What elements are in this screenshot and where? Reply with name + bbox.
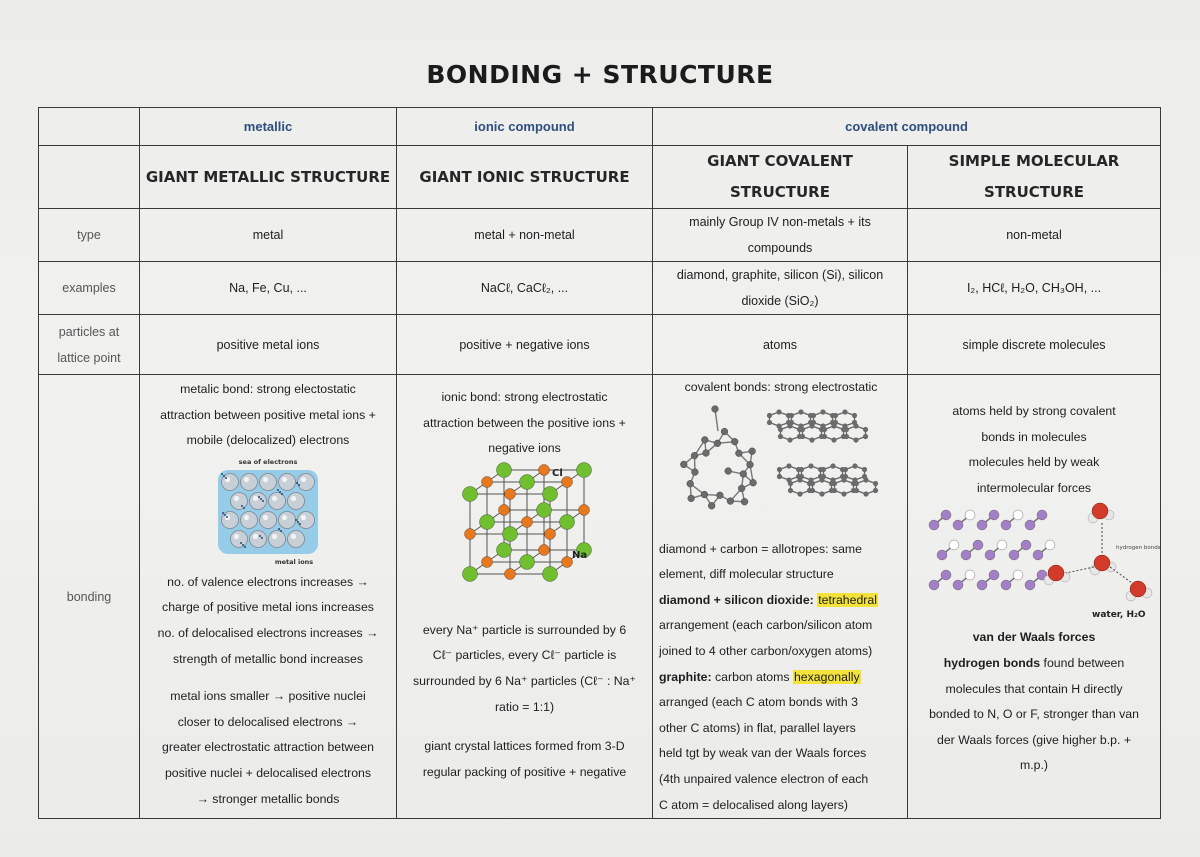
- graphite-atom: [809, 437, 814, 442]
- diamond-atom: [721, 428, 728, 435]
- graphite-atom: [853, 423, 858, 428]
- type-giant-covalent: mainly Group IV non-metals + its compounds: [653, 209, 908, 262]
- bonding-simple-molecular: atoms held by strong covalent bonds in molecules molecules held by weak intermolecular forces hydrogen bonds water, H₂O van der Waals forces hydrogen bonds found between molecules that contain H directly bonded to N, O or F, stronger than van der Waals forces (give higher b.p. + m.p.): [908, 375, 1161, 819]
- metal-ion-shine: [234, 496, 239, 501]
- graphite-structure: [767, 409, 878, 496]
- graphite-atom: [767, 412, 772, 417]
- graphite-atom: [811, 412, 816, 417]
- graphite-atom: [797, 477, 802, 482]
- chloride-ion: [519, 554, 534, 569]
- graphite-atom: [863, 477, 868, 482]
- electron-dot: [224, 514, 226, 516]
- graphite-atom: [873, 487, 878, 492]
- diamond-atom: [708, 502, 715, 509]
- electron-dot: [296, 482, 298, 484]
- graphite-atom: [841, 477, 846, 482]
- electron-dot: [277, 489, 279, 491]
- metal-ion: [231, 492, 248, 509]
- molecule-atom: [961, 550, 971, 560]
- diamond-atom: [691, 452, 698, 459]
- metal-ion: [288, 492, 305, 509]
- graphite-atom: [853, 437, 858, 442]
- molecule-atom: [941, 510, 951, 520]
- graphite-atom: [776, 409, 781, 414]
- sodium-ion: [504, 488, 515, 499]
- graphite-atom: [810, 480, 815, 485]
- graphite-atom: [819, 477, 824, 482]
- metal-ion-shine: [282, 515, 287, 520]
- graphite-atom: [831, 437, 836, 442]
- metal-ion-shine: [282, 477, 287, 482]
- chloride-ion: [496, 542, 511, 557]
- graphite-atom: [822, 433, 827, 438]
- row-label-particles: particles at lattice point: [39, 315, 140, 375]
- molecule-atom: [989, 510, 999, 520]
- group-header-row: [39, 108, 1161, 146]
- electron-dot: [262, 500, 264, 502]
- type-ionic: metal + non-metal: [397, 209, 653, 262]
- graphite-atom: [777, 466, 782, 471]
- metal-ion-shine: [272, 496, 277, 501]
- sodium-ion: [464, 528, 475, 539]
- graphite-atom: [820, 409, 825, 414]
- row-examples: [39, 262, 1161, 315]
- structure-giant-covalent: GIANT COVALENT STRUCTURE: [653, 146, 908, 209]
- graphite-atom: [800, 426, 805, 431]
- graphite-atom: [778, 433, 783, 438]
- graphite-atom: [854, 487, 859, 492]
- molecule-atom: [1025, 520, 1035, 530]
- graphite-atom: [863, 433, 868, 438]
- sodium-ion: [538, 464, 549, 475]
- metal-ion: [231, 530, 248, 547]
- oxygen-atom: [1048, 565, 1064, 581]
- examples-metallic: Na, Fe, Cu, ...: [140, 262, 397, 315]
- diamond-atom: [731, 438, 738, 445]
- metallic-lattice-figure: [208, 454, 328, 566]
- molecule-atom: [977, 520, 987, 530]
- cl-label: Cl: [551, 467, 563, 479]
- graphite-atom: [788, 487, 793, 492]
- electron-dot: [279, 491, 281, 493]
- sodium-ion: [504, 568, 515, 579]
- electron-dot: [295, 519, 297, 521]
- sodium-ion: [561, 556, 572, 567]
- metal-ion-shine: [253, 496, 258, 501]
- graphite-atom: [798, 409, 803, 414]
- molecule-atom: [949, 540, 959, 550]
- electron-dot: [223, 475, 225, 477]
- diamond-atom: [749, 447, 756, 454]
- graphite-atom: [767, 419, 772, 424]
- molecule-atom: [985, 550, 995, 560]
- hydrogen-bond-line: [1110, 567, 1132, 583]
- graphite-atom: [863, 491, 868, 496]
- metal-ion: [250, 530, 267, 547]
- type-simple-molecular: non-metal: [908, 209, 1161, 262]
- diamond-atom: [712, 405, 719, 412]
- molecule-atom: [1033, 550, 1043, 560]
- graphite-atom: [844, 433, 849, 438]
- electron-dot: [280, 530, 282, 532]
- graphite-atom: [862, 466, 867, 471]
- diamond-atom: [740, 470, 747, 477]
- electron-dot: [260, 498, 262, 500]
- examples-simple-molecular: I₂, HCℓ, H₂O, CH₃OH, ...: [908, 262, 1161, 315]
- bonding-giant-covalent: covalent bonds: strong electrostatic diamond + carbon = allotropes: same element, diff molecular structure diamond + silicon dioxide: tetrahedral arrangement (each carbon/silicon atom joined to 4 other carbon/oxygen atoms) graphite: carbon atoms hexagonally arranged (each C atom bonds with 3 other C atoms) in flat, parallel layers held tgt by weak van der Waals forces (4th unpaired valence electron of each C atom = delocalised along layers): [653, 375, 908, 819]
- metal-ion-shine: [301, 477, 306, 482]
- metal-ion-shine: [253, 534, 258, 539]
- sodium-ion: [538, 544, 549, 555]
- electron-dot: [299, 523, 301, 525]
- diamond-atom: [716, 491, 723, 498]
- electron-dot: [298, 484, 300, 486]
- graphite-atom: [787, 423, 792, 428]
- graphite-atom: [819, 491, 824, 496]
- row-label-bonding: bonding: [39, 375, 140, 819]
- metal-ion-shine: [263, 477, 268, 482]
- particles-simple-molecular: simple discrete molecules: [908, 315, 1161, 375]
- metal-ion-shine: [291, 496, 296, 501]
- graphite-atom: [789, 412, 794, 417]
- molecule-atom: [989, 570, 999, 580]
- oxygen-atom: [1092, 503, 1108, 519]
- metal-ion: [269, 530, 286, 547]
- graphite-atom: [831, 423, 836, 428]
- electron-dot: [240, 542, 242, 544]
- molecule-atom: [929, 520, 939, 530]
- molecule-atom: [1037, 510, 1047, 520]
- chloride-ion: [462, 566, 477, 581]
- molecule-atom: [965, 570, 975, 580]
- diamond-atom: [701, 436, 708, 443]
- structure-simple-molecular: SIMPLE MOLECULAR STRUCTURE: [908, 146, 1161, 209]
- graphite-atom: [844, 426, 849, 431]
- graphite-atom: [809, 423, 814, 428]
- group-ionic: ionic compound: [397, 108, 653, 146]
- diamond-atom: [750, 479, 757, 486]
- graphite-atom: [788, 480, 793, 485]
- graphite-atom: [808, 463, 813, 468]
- graphite-atom: [854, 480, 859, 485]
- metal-ion-shine: [272, 534, 277, 539]
- corner-cell-2: [39, 146, 140, 209]
- graphite-atom: [797, 491, 802, 496]
- sodium-ion: [561, 476, 572, 487]
- graphite-atom: [873, 480, 878, 485]
- molecule-atom: [965, 510, 975, 520]
- graphite-atom: [830, 463, 835, 468]
- sodium-ion: [481, 476, 492, 487]
- electron-dot: [243, 507, 245, 509]
- graphite-atom: [842, 409, 847, 414]
- molecule-atom: [1013, 570, 1023, 580]
- diamond-structure: [680, 405, 756, 509]
- chloride-ion: [502, 526, 517, 541]
- graphite-atom: [832, 487, 837, 492]
- electron-dot: [258, 496, 260, 498]
- metal-ion: [269, 492, 286, 509]
- tetrahedral-highlight: tetrahedral: [818, 592, 877, 607]
- molecule-atom: [941, 570, 951, 580]
- graphite-atom: [841, 491, 846, 496]
- electron-dot: [241, 505, 243, 507]
- chloride-ion: [559, 514, 574, 529]
- chloride-ion: [542, 566, 557, 581]
- molecule-atom: [1025, 580, 1035, 590]
- metal-ion: [241, 511, 258, 528]
- molecule-atom: [1009, 550, 1019, 560]
- molecule-atom: [953, 520, 963, 530]
- molecule-atom: [1001, 580, 1011, 590]
- electron-dot: [222, 512, 224, 514]
- sodium-ion: [481, 556, 492, 567]
- graphite-atom: [810, 487, 815, 492]
- electron-dot: [225, 477, 227, 479]
- structure-ionic: GIANT IONIC STRUCTURE: [397, 146, 653, 209]
- diamond-atom: [680, 461, 687, 468]
- diamond-atom: [692, 468, 699, 475]
- oxygen-atom: [1094, 555, 1110, 571]
- diamond-atom: [738, 485, 745, 492]
- graphite-atom: [843, 466, 848, 471]
- oxygen-atom: [1130, 581, 1146, 597]
- sodium-ion: [544, 528, 555, 539]
- metal-ion-shine: [263, 515, 268, 520]
- metal-ion-shine: [301, 515, 306, 520]
- molecule-atom: [929, 580, 939, 590]
- molecular-figure: [916, 501, 1161, 623]
- diamond-atom: [747, 461, 754, 468]
- graphite-atom: [863, 426, 868, 431]
- bonding-ionic: ionic bond: strong electrostatic attraction between the positive ions + negative ions Cl Na every Na⁺ particle is surrounded by 6 Cℓ⁻ particles, every Cℓ⁻ particle is surrounded by 6 Na⁺ particles (Cℓ⁻ : Na⁺ ratio = 1:1) giant crystal lattices formed from 3-D regular packing of positive + negative: [397, 375, 653, 819]
- diamond-atom: [688, 495, 695, 502]
- nacl-lattice-figure: [440, 462, 610, 612]
- sea-of-electrons-label: sea of electrons: [238, 457, 298, 466]
- bonding-structure-table: [38, 107, 1161, 819]
- graphite-atom: [778, 426, 783, 431]
- structure-metallic: GIANT METALLIC STRUCTURE: [140, 146, 397, 209]
- graphite-atom: [821, 466, 826, 471]
- molecule-atom: [1001, 520, 1011, 530]
- molecule-atom: [953, 580, 963, 590]
- page-title: BONDING + STRUCTURE: [426, 60, 774, 89]
- electron-dot: [261, 537, 263, 539]
- molecule-atom: [937, 550, 947, 560]
- diamond-atom: [703, 449, 710, 456]
- chloride-ion: [542, 486, 557, 501]
- diamond-atom: [701, 491, 708, 498]
- metal-ion: [279, 473, 296, 490]
- sodium-ion: [578, 504, 589, 515]
- molecule-atom: [1013, 510, 1023, 520]
- graphite-atom: [833, 412, 838, 417]
- metal-ion-shine: [291, 534, 296, 539]
- diamond-atom: [741, 498, 748, 505]
- electron-dot: [259, 535, 261, 537]
- group-covalent: covalent compound: [653, 108, 1161, 146]
- row-label-type: type: [39, 209, 140, 262]
- electron-dot: [281, 493, 283, 495]
- molecule-atom: [1021, 540, 1031, 550]
- electron-dot: [226, 516, 228, 518]
- examples-giant-covalent: diamond, graphite, silicon (Si), silicon dioxide (SiO₂): [653, 262, 908, 315]
- graphite-atom: [786, 463, 791, 468]
- electron-dot: [221, 473, 223, 475]
- row-bonding: [39, 375, 1161, 819]
- diamond-atom: [735, 449, 742, 456]
- diamond-atom: [727, 497, 734, 504]
- metal-ion: [260, 473, 277, 490]
- metal-ion-shine: [244, 515, 249, 520]
- corner-cell: [39, 108, 140, 146]
- electron-dot: [244, 546, 246, 548]
- chloride-ion: [496, 462, 511, 477]
- electron-dot: [278, 528, 280, 530]
- molecule-atom: [997, 540, 1007, 550]
- chloride-ion: [479, 514, 494, 529]
- nacl-atoms: [462, 462, 591, 581]
- sodium-ion: [521, 516, 532, 527]
- covalent-structures-figure: [661, 401, 901, 531]
- particles-giant-covalent: atoms: [653, 315, 908, 375]
- group-metallic: metallic: [140, 108, 397, 146]
- graphite-atom: [787, 437, 792, 442]
- particles-metallic: positive metal ions: [140, 315, 397, 375]
- diamond-atom: [687, 480, 694, 487]
- examples-ionic: NaCℓ, CaCℓ₂, ...: [397, 262, 653, 315]
- metal-ions-label: metal ions: [274, 557, 314, 566]
- metal-ion: [222, 511, 239, 528]
- graphite-atom: [777, 473, 782, 478]
- metal-ion: [288, 530, 305, 547]
- diamond-atom: [714, 440, 721, 447]
- graphite-atom: [852, 463, 857, 468]
- graphite-atom: [799, 466, 804, 471]
- chloride-ion: [519, 474, 534, 489]
- hydrogen-bonds-label: hydrogen bonds: [1116, 545, 1161, 552]
- metal-ion: [298, 511, 315, 528]
- electron-dot: [297, 521, 299, 523]
- metal-ion-shine: [244, 477, 249, 482]
- metal-ion: [241, 473, 258, 490]
- molecular-lattice: [929, 510, 1055, 590]
- graphite-atom: [832, 480, 837, 485]
- molecule-atom: [973, 540, 983, 550]
- graphite-atom: [822, 426, 827, 431]
- row-particles: [39, 315, 1161, 375]
- metal-ion: [279, 511, 296, 528]
- chloride-ion: [462, 486, 477, 501]
- graphite-atom: [800, 433, 805, 438]
- molecule-atom: [977, 580, 987, 590]
- sodium-ion: [498, 504, 509, 515]
- row-label-examples: examples: [39, 262, 140, 315]
- hexagonally-highlight: hexagonally: [793, 669, 860, 684]
- graphite-atom: [852, 412, 857, 417]
- metal-ion: [260, 511, 277, 528]
- bonding-metallic: metalic bond: strong electostatic attraction between positive metal ions + mobile (delocalized) electrons sea of electrons metal ions no. of valence electrons increases → charge of positive metal ions increases no. of delocalised electrons increases → strength of metallic bond increases metal ions smaller → positive nuclei closer to delocalised electrons → greater electrostatic attraction between positive nuclei + delocalised electrons → stronger metallic bonds: [140, 375, 397, 819]
- water-label: water, H₂O: [1092, 610, 1146, 621]
- metal-ion: [298, 473, 315, 490]
- electron-dot: [242, 544, 244, 546]
- structure-header-row: [39, 146, 1161, 209]
- chloride-ion: [536, 502, 551, 517]
- type-metallic: metal: [140, 209, 397, 262]
- na-label: Na: [571, 549, 587, 561]
- row-type: [39, 209, 1161, 262]
- metal-ion-shine: [234, 534, 239, 539]
- water-hydrogen-bonds: [1044, 503, 1152, 601]
- chloride-ion: [576, 462, 591, 477]
- molecule-atom: [1045, 540, 1055, 550]
- particles-ionic: positive + negative ions: [397, 315, 653, 375]
- diamond-atom: [725, 467, 732, 474]
